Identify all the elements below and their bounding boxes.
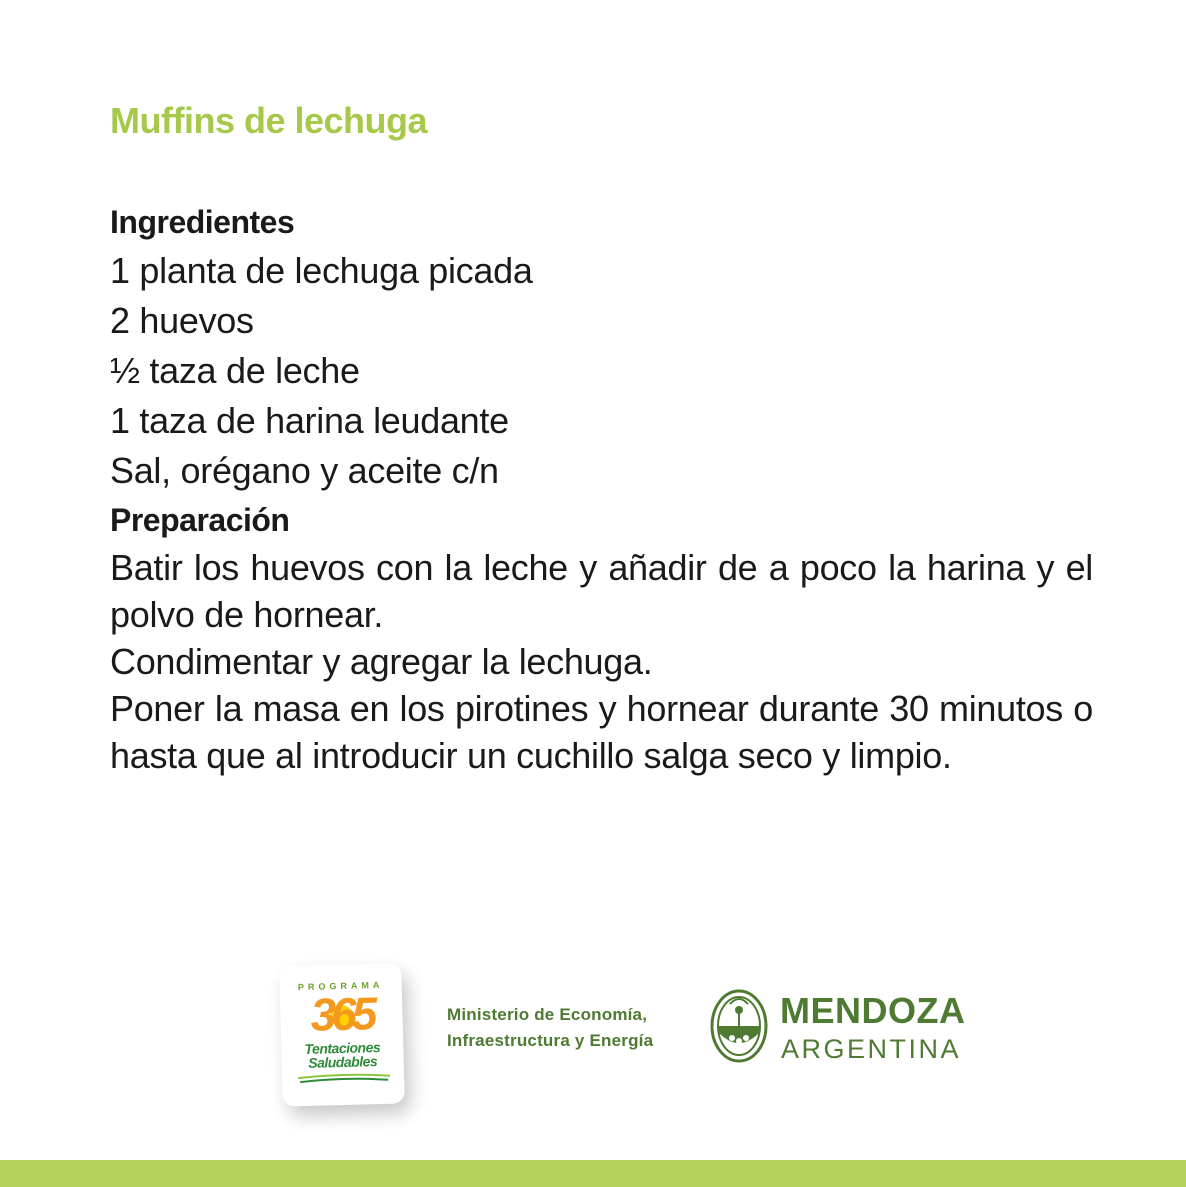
ingredient-item: 2 huevos — [110, 300, 254, 341]
swoosh-icon — [296, 1072, 392, 1087]
ingredient-item: 1 planta de lechuga picada — [110, 250, 533, 291]
recipe-content — [110, 198, 1093, 779]
ministry-line-2: Infraestructura y Energía — [447, 1031, 654, 1050]
preparation-step: Batir los huevos con la leche y añadir de a poco la harina y el polvo de hornear. — [110, 547, 1093, 635]
program-number: 365 — [309, 987, 373, 1041]
tagline-line-1: Tentaciones — [304, 1039, 381, 1057]
recipe-title: Muffins de lechuga — [110, 100, 428, 141]
preparation-step: Poner la masa en los pirotines y hornear durante 30 minutos o hasta que al introducir un cuchillo salga seco y limpio. — [110, 688, 1093, 776]
tagline-line-2: Saludables — [308, 1053, 378, 1071]
country-name: ARGENTINA — [781, 1034, 962, 1064]
programa-label: PROGRAMA — [297, 979, 384, 993]
province-name: MENDOZA — [780, 990, 966, 1031]
bottom-accent-bar — [0, 1160, 1186, 1187]
ingredients-heading: Ingredientes — [110, 204, 295, 240]
ingredients-list — [110, 246, 1093, 496]
ingredient-item: Sal, orégano y aceite c/n — [110, 450, 499, 491]
preparation-step: Condimentar y agregar la lechuga. — [110, 641, 653, 682]
ingredient-item: 1 taza de harina leudante — [110, 400, 509, 441]
preparation-heading: Preparación — [110, 502, 290, 538]
ingredient-item: ½ taza de leche — [110, 350, 360, 391]
ministry-line-1: Ministerio de Economía, — [447, 1005, 648, 1024]
preparation-steps — [110, 544, 1093, 779]
mendoza-coat-of-arms-icon — [710, 988, 768, 1064]
ministry-name — [447, 1002, 653, 1054]
program-tagline — [291, 1040, 394, 1071]
programa-365-logo — [279, 963, 405, 1106]
